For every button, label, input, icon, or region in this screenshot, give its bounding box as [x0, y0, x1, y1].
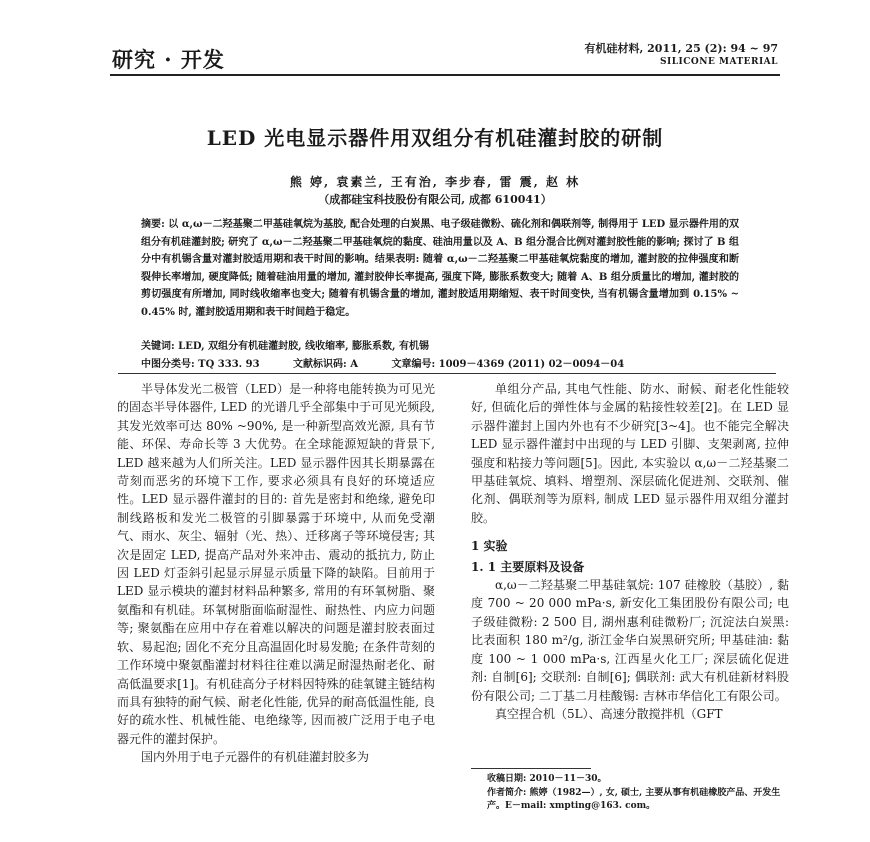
classification-line: [141, 355, 761, 370]
section-label: 研究 · 开发: [112, 47, 225, 72]
body-column-right: [471, 380, 789, 723]
body-paragraph: 单组分产品, 其电气性能、防水、耐候、耐老化性能较好, 但硫化后的弹性体与金属的粘接性较差[2]。在 LED 显示器件灌封上国内外也有不少研究[3~4]。也不能完全解决 LED 显示器件灌封中出现的与 LED 引脚、支架剥离, 拉伸强度和粘接力等问题[5]。因此, 本实验以 α,ω－二羟基聚二甲基硅氧烷、填料、增塑剂、深层硫化促进剂、交联剂、催化剂、偶联剂等为原料, 制成 LED 显示器件用双组分灌封胶。: [471, 382, 789, 525]
body-paragraph: 半导体发光二极管（LED）是一种将电能转换为可见光的固态半导体器件, LED 的光谱几乎全部集中于可见光频段, 其发光效率可达 80% ~90%, 是一种新型高效光源, 具有节能、环保、寿命长等 3 大优势。在全球能源短缺的背景下, LED 越来越为人们所关注。LED 显示器件因其长期暴露在苛刻而恶劣的环境下工作, 要求必须具有良好的环境适应性。LED 显示器件灌封的目的: 首先是密封和绝缘, 避免印制线路板和发光二极管的引脚暴露于环境中, 从而免受潮气、雨水、灰尘、辐射（光、热）、迁移离子等环境侵害; 其次是固定 LED, 提高产品对外来冲击、震动的抵抗力, 防止因 LED 灯歪斜引起显示屏显示质量下降的缺陷。目前用于 LED 显示模块的灌封材料品种繁多, 常用的有环氧树脂、聚氨酯和有机硅。环氧树脂面临耐湿性、耐热性、内应力问题等; 聚氨酯在应用中存在着难以解决的问题是灌封胶表面过软、易起泡; 固化不充分且高温固化时易发脆; 在条件苛刻的工作环境中聚氨酯灌封材料往往难以满足耐湿热耐老化、耐高低温要求[1]。有机硅高分子材料因特殊的硅氧键主链结构而具有独特的耐气候、耐老化性能, 优异的耐高低温性能, 良好的疏水性、机械性能、电绝缘等, 因而被广泛用于电子电器元件的灌封保护。: [117, 382, 435, 746]
document-code: 文献标识码: A: [293, 359, 358, 370]
keywords: 关键词: LED, 双组分有机硅灌封胶, 线收缩率, 膨胀系数, 有机锡: [141, 341, 429, 352]
author-list: 熊 婷, 袁素兰, 王有治, 李步春, 雷 震, 赵 林: [289, 175, 581, 189]
received-date: 收稿日期: 2010－11－30。: [487, 774, 607, 784]
affiliation: （成都硅宝科技股份有限公司, 成都 610041）: [318, 193, 552, 206]
clc-number: 中图分类号: TQ 333. 93: [141, 359, 260, 370]
article-number: 文章编号: 1009－4369 (2011) 02－0094－04: [391, 359, 625, 370]
abstract-rule: [118, 373, 776, 374]
journal-line: 有机硅材料, 2011, 25 (2): 94 ~ 97: [584, 42, 778, 55]
header-rule: [110, 74, 780, 76]
article-title: LED 光电显示器件用双组分有机硅灌封胶的研制: [206, 126, 664, 150]
journal-citation: [584, 40, 778, 67]
subsection-heading: 1. 1 主要原料及设备: [471, 559, 585, 574]
body-column-left: [117, 380, 435, 767]
footnote: [487, 773, 787, 814]
body-paragraph: α,ω－二羟基聚二甲基硅氧烷: 107 硅橡胶（基胶）, 黏度 700 ~ 20 000 mPa·s, 新安化工集团股份有限公司; 电子级硅微粉: 2 500 目, 湖州惠利硅微粉厂; 沉淀法白炭黑: 比表面积 180 m²/g, 浙江金华白炭黑研究所; 甲基硅油: 黏度 100 ~ 1 000 mPa·s, 江西星火化工厂; 深层硫化促进剂: 自制[6]; 交联剂: 自制[6]; 偶联剂: 武大有机硅新材料股份有限公司; 二丁基二月桂酸锡: 吉林市华信化工有限公司。: [471, 578, 789, 703]
footnote-rule: [471, 768, 591, 769]
body-paragraph: 国内外用于电子元器件的有机硅灌封胶多为: [141, 750, 370, 765]
journal-english-name: SILICONE MATERIAL: [660, 57, 778, 67]
section-heading: 1 实验: [471, 539, 508, 554]
abstract: 摘要: 以 α,ω－二羟基聚二甲基硅氧烷为基胶, 配合处理的白炭黑、电子级硅微粉、硫化剂和偶联剂等, 制得用于 LED 显示器件用的双组分有机硅灌封胶; 研究了 α,ω－二羟基聚二甲基硅氧烷的黏度、硅油用量以及 A、B 组分混合比例对灌封胶性能的影响; 探讨了 B 组分中有机锡含量对灌封胶适用期和表干时间的影响。结果表明: 随着 α,ω－二羟基聚二甲基硅氧烷黏度的增加, 灌封胶的拉伸强度和断裂伸长率增加, 硬度降低; 随着硅油用量的增加, 灌封胶伸长率提高, 强度下降, 膨胀系数变大; 随着 A、B 组分质量比的增加, 灌封胶的剪切强度有所增加, 同时线收缩率也变大; 随着有机锡含量的增加, 灌封胶适用期缩短、表干时间变快, 当有机锡含量增加到 0.15% ~ 0.45% 时, 灌封胶适用期和表干时间趋于稳定。: [141, 219, 739, 318]
author-bio: 作者简介: 熊婷（1982—）, 女, 硕士, 主要从事有机硅橡胶产品、开发生产。E－mail: xmpting@163. com。: [487, 787, 781, 811]
body-paragraph: 真空捏合机（5L）、高速分散搅拌机（GFT: [495, 706, 723, 721]
